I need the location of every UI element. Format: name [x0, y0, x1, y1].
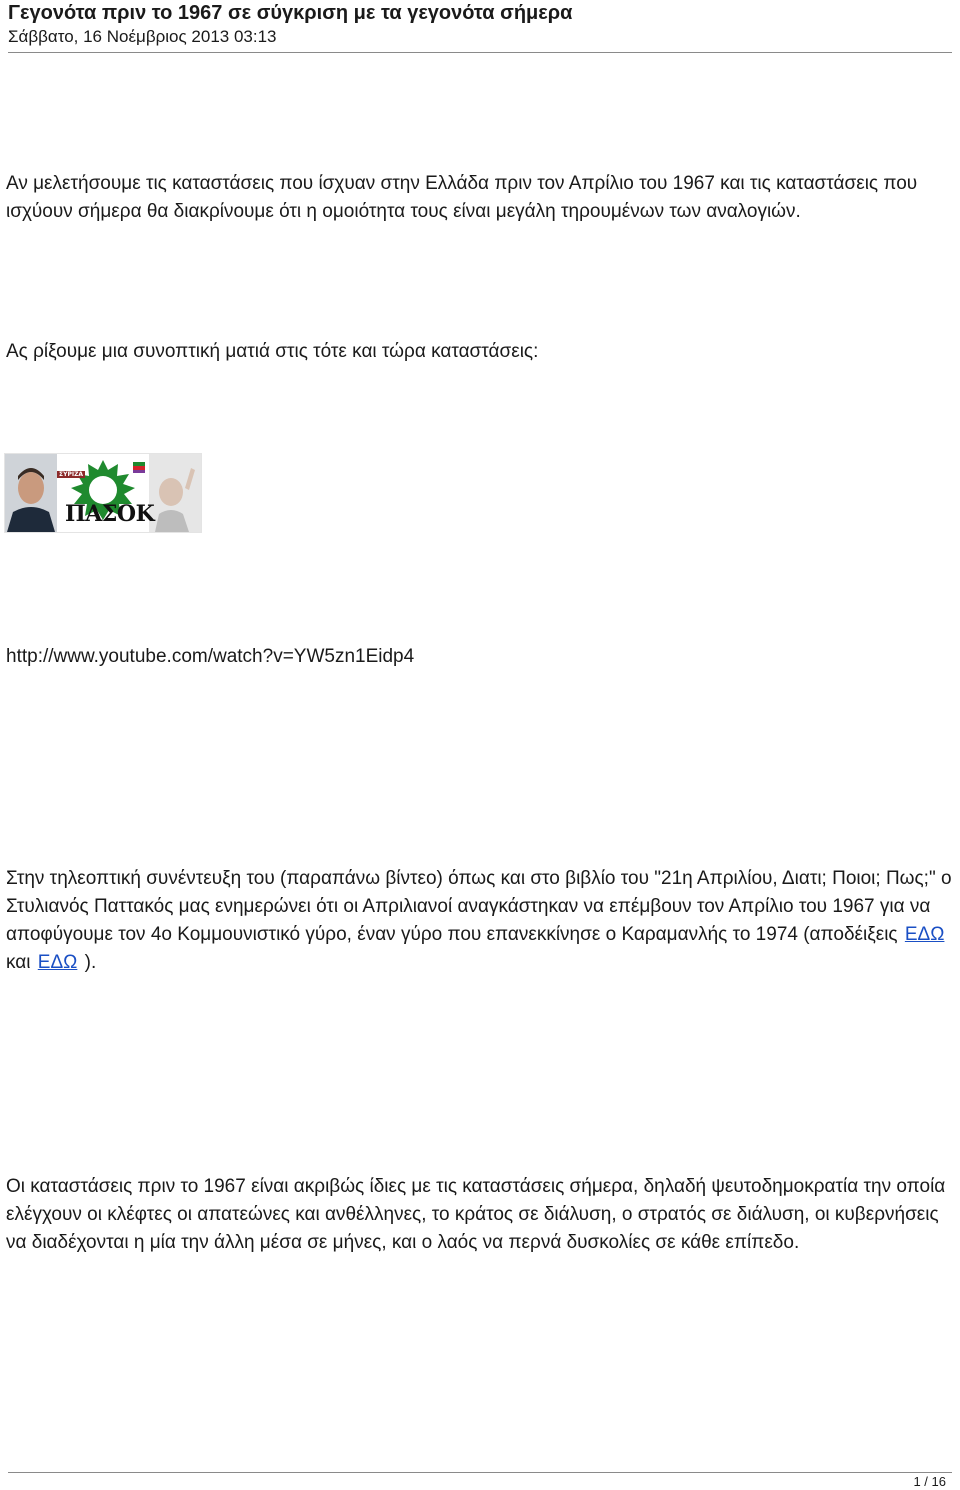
syriza-label: ΣΥΡΙΖΑ — [59, 471, 84, 478]
publish-date: Σάββατο, 16 Νοέμβριος 2013 03:13 — [8, 27, 277, 46]
header-divider — [8, 52, 952, 53]
page-title: Γεγονότα πριν το 1967 σε σύγκριση με τα γεγονότα σήμερα — [8, 2, 573, 24]
conclusion-paragraph: Οι καταστάσεις πριν το 1967 είναι ακριβώς ίδιες με τις καταστάσεις σήμερα, δηλαδή ψευτοδημοκρατία την οποία ελέγχουν οι κλέφτες οι απατεώνες και ανθέλληνες, το κράτος σε διάλυση, ο στρατός σε διάλυση, οι κυβερνήσεις να διαδέχονται η μία την άλλη μέσα σε μήνες, και ο λαός να περνά δυσκολίες σε κάθε επίπεδο. — [6, 1176, 946, 1253]
glance-paragraph: Ας ρίξουμε μια συνοπτική ματιά στις τότε και τώρα καταστάσεις: — [6, 341, 539, 362]
interview-end: ). — [84, 952, 97, 973]
page-number: 1 / 16 — [913, 1474, 946, 1489]
evidence-link-2[interactable]: ΕΔΩ — [37, 952, 78, 973]
intro-paragraph: Αν μελετήσουμε τις καταστάσεις που ίσχυαν στην Ελλάδα πριν τον Απρίλιο του 1967 και τις καταστάσεις που ισχύουν σήμερα θα διακρίνουμε ότι η ομοιότητα τους είναι μεγάλη τηρουμένων των αναλογιών. — [6, 173, 918, 222]
footer-divider — [8, 1472, 952, 1473]
right-portrait-face — [159, 478, 183, 506]
interview-paragraph — [6, 865, 954, 977]
interview-and: και — [6, 952, 31, 973]
evidence-link-1[interactable]: ΕΔΩ — [904, 924, 945, 945]
video-url: http://www.youtube.com/watch?v=YW5zn1Eidp4 — [6, 646, 415, 667]
interview-text: Στην τηλεοπτική συνέντευξη του (παραπάνω βίντεο) όπως και στο βιβλίο του "21η Απριλίου, Διατι; Ποιοι; Πως;" ο Στυλιανός Παττακός μας ενημερώνει ότι οι Απριλιανοί αναγκάστηκαν να επέμβουν τον Απρίλιο του 1967 για να αποφύγουμε τον 4ο Κομμουνιστικό γύρο, έναν γύρο που επανεκκίνησε ο Καραμανλής το 1974 (αποδέιξεις — [6, 868, 952, 945]
left-portrait-face — [18, 472, 44, 504]
syriza-flag-icon — [133, 462, 145, 473]
pasok-logo-text: ΠΑΣΟΚ — [65, 501, 155, 527]
pasok-syriza-image — [4, 453, 202, 533]
